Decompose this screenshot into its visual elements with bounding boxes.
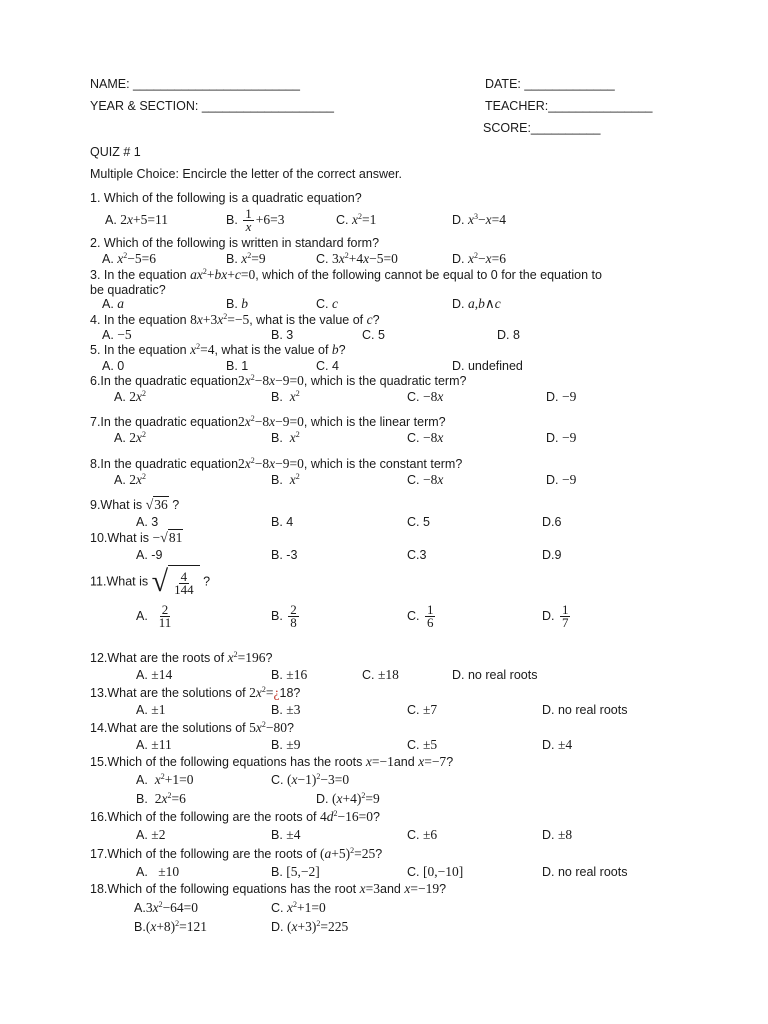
- choice-10a[interactable]: A. -9: [136, 548, 163, 562]
- choice-16a[interactable]: A. ±2: [136, 827, 166, 842]
- choice-11c[interactable]: C. $\frac{1}{6}$: [407, 602, 434, 631]
- choice-8d[interactable]: D. −9: [546, 472, 577, 487]
- question-8: 8.In the quadratic $equation2x^2-8x-9=0$, which is the constant term?: [90, 456, 463, 471]
- choice-4c[interactable]: C. 5: [362, 328, 385, 342]
- choice-4a[interactable]: A. −5: [102, 327, 132, 342]
- question-16: 16.Which of the following are the roots of $4d^2-16=0$?: [90, 809, 380, 824]
- question-7: 7.In the quadratic $equation2x^2-8x-9=0$, which is the linear term?: [90, 414, 446, 429]
- question-11: 11.What is √ $\frac{4}{144}$ ?: [90, 565, 211, 598]
- choice-3b[interactable]: B. b: [226, 296, 249, 311]
- instructions: Multiple Choice: Encircle the letter of the correct answer.: [90, 167, 402, 181]
- choice-10d[interactable]: D.9: [542, 548, 562, 562]
- question-10: 10.What is −√81: [90, 530, 183, 546]
- choice-1b[interactable]: B. $\frac{1}{x}$ +6=3: [226, 206, 285, 235]
- choice-17c[interactable]: C. [0,−10]: [407, 864, 464, 879]
- choice-6c[interactable]: C. −8x: [407, 389, 444, 404]
- choice-11a[interactable]: A. $\frac{2}{11}$: [136, 602, 172, 631]
- question-14: 14.What are the solutions of $5x^2-80$?: [90, 720, 294, 735]
- choice-9b[interactable]: B. 4: [271, 515, 294, 529]
- choice-1d[interactable]: D. $x^3-x=4$: [452, 212, 506, 227]
- choice-13d[interactable]: D. no real roots: [542, 703, 628, 717]
- year-section-field[interactable]: YEAR & SECTION: ___________________: [90, 99, 334, 113]
- choice-14c[interactable]: C. ±5: [407, 737, 438, 752]
- choice-3d[interactable]: D. a,b∧c: [452, 296, 501, 311]
- choice-6a[interactable]: A. $2x^2$: [114, 389, 147, 404]
- choice-13c[interactable]: C. ±7: [407, 702, 438, 717]
- quiz-title: QUIZ # 1: [90, 145, 141, 159]
- choice-17b[interactable]: B. [5,−2]: [271, 864, 320, 879]
- choice-13a[interactable]: A. ±1: [136, 702, 166, 717]
- choice-2c[interactable]: C. $3x^2+4x-5=0$: [316, 251, 398, 266]
- question-13: 13.What are the solutions of $2x^2=¿18$?: [90, 685, 301, 700]
- question-15: 15.Which of the following equations has the roots x=−1and x=−7?: [90, 754, 454, 769]
- choice-1c[interactable]: C. $x^2=1$: [336, 212, 377, 227]
- question-6: 6.In the quadratic $equation2x^2-8x-9=0$, which is the quadratic term?: [90, 373, 467, 388]
- score-field[interactable]: SCORE:__________: [483, 121, 601, 135]
- choice-6d[interactable]: D. −9: [546, 389, 577, 404]
- choice-8a[interactable]: A. $2x^2$: [114, 472, 147, 487]
- choice-3a[interactable]: A. a: [102, 296, 125, 311]
- choice-15c[interactable]: C. $(x-1)^2-3=0$: [271, 772, 350, 787]
- choice-12a[interactable]: A. ±14: [136, 667, 173, 682]
- choice-2a[interactable]: A. $x^2-5=6$: [102, 251, 157, 266]
- question-9: 9.What is √36 ?: [90, 497, 180, 513]
- choice-18b[interactable]: $B.(x+8)^2=121$: [134, 919, 208, 934]
- choice-7d[interactable]: D. −9: [546, 430, 577, 445]
- question-5: 5. In the equation $x^2=4$, what is the value of b?: [90, 342, 346, 357]
- choice-11b[interactable]: B. $\frac{2}{8}$: [271, 602, 297, 631]
- question-17: 17.Which of the following are the roots of $(a+5)^2=25$?: [90, 846, 383, 861]
- question-3-cont: be quadratic?: [90, 283, 166, 297]
- choice-9a[interactable]: A. 3: [136, 515, 159, 529]
- choice-17d[interactable]: D. no real roots: [542, 865, 628, 879]
- choice-3c[interactable]: C. c: [316, 296, 338, 311]
- choice-16c[interactable]: C. ±6: [407, 827, 438, 842]
- name-field[interactable]: NAME: ________________________: [90, 77, 300, 91]
- choice-15d[interactable]: D. $(x+4)^2=9$: [316, 791, 380, 806]
- choice-10b[interactable]: B. -3: [271, 548, 298, 562]
- date-field[interactable]: DATE: _____________: [485, 77, 615, 91]
- choice-1a[interactable]: A. 2x+5=11: [105, 212, 169, 227]
- choice-5b[interactable]: B. 1: [226, 359, 249, 373]
- choice-5a[interactable]: A. 0: [102, 359, 125, 373]
- question-12: 12.What are the roots of $x^2=196$?: [90, 650, 273, 665]
- choice-7c[interactable]: C. −8x: [407, 430, 444, 445]
- question-3: 3. In the equation $ax^2+bx+c=0$, which of the following cannot be equal to 0 for the equation to: [90, 267, 602, 282]
- choice-15a[interactable]: A. $x^2+1=0$: [136, 772, 194, 787]
- question-18: 18.Which of the following equations has the root x=3and x=−19?: [90, 881, 447, 896]
- choice-15b[interactable]: B. $2x^2=6$: [136, 791, 186, 806]
- choice-18a[interactable]: $A.3x^2-64=0$: [134, 900, 199, 915]
- choice-12c[interactable]: C. ±18: [362, 667, 399, 682]
- choice-10c[interactable]: C.3: [407, 548, 427, 562]
- choice-7a[interactable]: A. $2x^2$: [114, 430, 147, 445]
- question-1: 1. Which of the following is a quadratic equation?: [90, 191, 362, 205]
- choice-7b[interactable]: B. $x^2$: [271, 430, 300, 445]
- choice-5d[interactable]: D. undefined: [452, 359, 523, 373]
- choice-6b[interactable]: B. $x^2$: [271, 389, 300, 404]
- choice-8b[interactable]: B. $x^2$: [271, 472, 300, 487]
- choice-4d[interactable]: D. 8: [497, 328, 520, 342]
- choice-14d[interactable]: D. ±4: [542, 737, 573, 752]
- question-2: 2. Which of the following is written in standard form?: [90, 236, 380, 250]
- choice-14a[interactable]: A. ±11: [136, 737, 172, 752]
- choice-16b[interactable]: B. ±4: [271, 827, 301, 842]
- choice-4b[interactable]: B. 3: [271, 328, 294, 342]
- choice-18d[interactable]: D. $(x+3)^2=225$: [271, 919, 349, 934]
- choice-13b[interactable]: B. ±3: [271, 702, 301, 717]
- choice-9d[interactable]: D.6: [542, 515, 562, 529]
- choice-8c[interactable]: C. −8x: [407, 472, 444, 487]
- choice-2b[interactable]: B. $x^2=9$: [226, 251, 266, 266]
- choice-17a[interactable]: A. ±10: [136, 864, 180, 879]
- choice-18c[interactable]: C. $x^2+1=0$: [271, 900, 326, 915]
- choice-5c[interactable]: C. 4: [316, 359, 339, 373]
- choice-2d[interactable]: D. $x^2-x=6$: [452, 251, 506, 266]
- teacher-field[interactable]: TEACHER:_______________: [485, 99, 653, 113]
- choice-14b[interactable]: B. ±9: [271, 737, 301, 752]
- choice-16d[interactable]: D. ±8: [542, 827, 573, 842]
- choice-9c[interactable]: C. 5: [407, 515, 430, 529]
- question-4: 4. In the equation $8x+3x^2=-5$, what is the value of c?: [90, 312, 380, 327]
- choice-12d[interactable]: D. no real roots: [452, 668, 538, 682]
- choice-12b[interactable]: B. ±16: [271, 667, 308, 682]
- choice-11d[interactable]: D. $\frac{1}{7}$: [542, 602, 569, 631]
